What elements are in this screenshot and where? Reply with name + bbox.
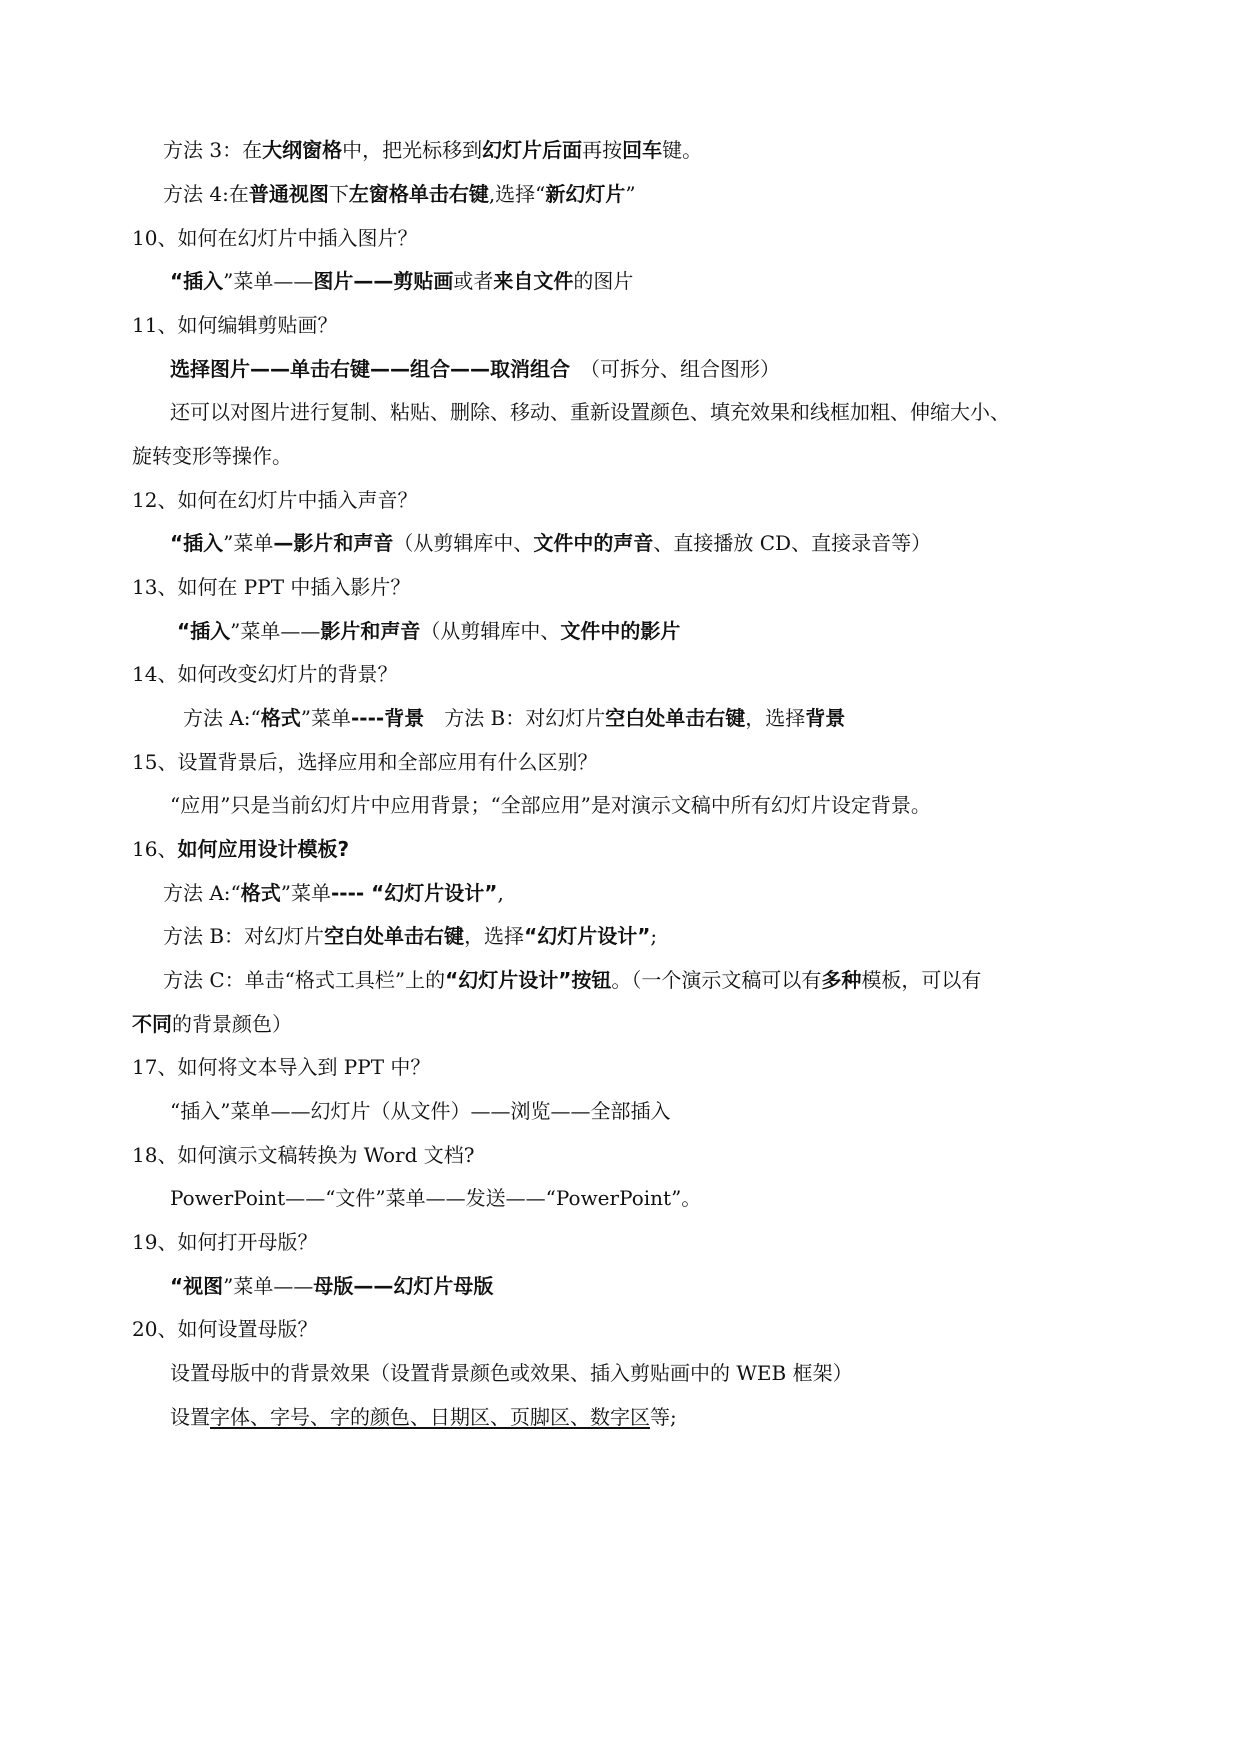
text-segment: 键。 [662, 138, 703, 162]
text-segment: 10、如何在幻灯片中插入图片？ [132, 226, 418, 250]
text-line [170, 1272, 493, 1300]
text-line [132, 1228, 317, 1256]
text-segment: 下 [328, 182, 349, 206]
bold-text-segment: 影片和声音 [320, 619, 421, 643]
text-segment: “应用”只是当前幻灯片中应用背景；“全部应用”是对演示文稿中所有幻灯片设定背景。 [170, 793, 931, 817]
text-segment: ; [650, 924, 658, 948]
text-segment: 。（一个演示文稿可以有 [611, 968, 822, 992]
bold-text-segment: 文件中的声音 [533, 531, 654, 555]
bold-text-segment: “幻灯片设计” [524, 924, 651, 948]
text-segment: 方法 B：对幻灯片 [163, 924, 325, 948]
text-segment: 15、设置背景后，选择应用和全部应用有什么区别？ [132, 750, 598, 774]
text-line [170, 398, 1010, 426]
underlined-text-segment: 字体、字号、字的颜色、日期区、页脚区、数字区 [210, 1405, 650, 1429]
text-line [170, 355, 780, 383]
text-segment: 13、如何在 PPT 中插入影片？ [132, 575, 411, 599]
bold-text-segment: 空白处单击右键 [605, 706, 746, 730]
text-line [132, 1010, 292, 1038]
text-line [163, 922, 657, 950]
bold-text-segment: 不同 [132, 1012, 172, 1036]
text-line [183, 704, 845, 732]
bold-text-segment: 左窗格单击右键 [348, 182, 489, 206]
text-line [132, 748, 597, 776]
text-segment: ”菜单 [280, 881, 331, 905]
text-segment: 20、如何设置母版？ [132, 1317, 318, 1341]
text-segment: 的图片 [573, 269, 634, 293]
text-segment: ,选择“ [488, 182, 546, 206]
text-segment: ，选择 [745, 706, 806, 730]
text-line [170, 529, 931, 557]
text-segment: 设置 [170, 1405, 210, 1429]
text-segment: ”菜单—— [223, 1274, 314, 1298]
bold-text-segment: 回车 [622, 138, 663, 162]
text-segment: 11、如何编辑剪贴画？ [132, 313, 338, 337]
text-segment: 等; [650, 1405, 677, 1429]
text-line [170, 1097, 670, 1125]
bold-text-segment: “插入 [170, 531, 224, 555]
text-segment: 14、如何改变幻灯片的背景？ [132, 662, 398, 686]
text-segment: 再按 [582, 138, 623, 162]
text-line [163, 879, 504, 907]
text-line [163, 966, 981, 994]
text-segment: 中，把光标移到 [342, 138, 483, 162]
text-segment: 方法 A:“ [163, 881, 241, 905]
text-segment: ，选择 [464, 924, 525, 948]
text-line [132, 660, 397, 688]
text-segment: “插入”菜单——幻灯片（从文件）——浏览——全部插入 [170, 1099, 671, 1123]
text-line [132, 486, 417, 514]
text-line [132, 835, 349, 863]
text-segment: 17、如何将文本导入到 PPT 中？ [132, 1055, 431, 1079]
bold-text-segment: “插入 [170, 269, 224, 293]
bold-text-segment: 选择图片——单击右键——组合——取消组合 [170, 357, 570, 381]
bold-text-segment: 格式 [240, 881, 281, 905]
text-line [177, 617, 680, 645]
text-line [132, 573, 410, 601]
bold-text-segment: —影片和声音 [273, 531, 394, 555]
bold-text-segment: ---- “幻灯片设计” [331, 881, 498, 905]
bold-text-segment: 大纲窗格 [262, 138, 343, 162]
text-line [170, 1403, 677, 1431]
text-segment: , [497, 881, 504, 905]
text-segment: 旋转变形等操作。 [132, 444, 292, 468]
text-segment: 12、如何在幻灯片中插入声音？ [132, 488, 418, 512]
text-segment: 、直接播放 CD、直接录音等） [653, 531, 932, 555]
text-segment: 方法 C：单击“格式工具栏”上的 [163, 968, 446, 992]
bold-text-segment: 母版——幻灯片母版 [313, 1274, 494, 1298]
text-segment: 或者 [453, 269, 494, 293]
text-segment: ”菜单 [223, 531, 274, 555]
bold-text-segment: 普通视图 [248, 182, 329, 206]
text-line [170, 1184, 701, 1212]
text-segment: 19、如何打开母版？ [132, 1230, 318, 1254]
text-line [132, 1053, 430, 1081]
text-segment: ”菜单 [300, 706, 351, 730]
bold-text-segment: “插入 [177, 619, 231, 643]
bold-text-segment: 空白处单击右键 [324, 924, 465, 948]
text-segment: PowerPoint——“文件”菜单——发送——“PowerPoint”。 [170, 1186, 702, 1210]
text-line [132, 311, 337, 339]
text-segment: ” [625, 182, 636, 206]
text-segment: ”菜单—— [230, 619, 321, 643]
text-line [170, 791, 931, 819]
text-line [132, 1315, 317, 1343]
bold-text-segment: “幻灯片设计”按钮 [445, 968, 612, 992]
text-segment: 模板，可以有 [861, 968, 982, 992]
text-segment: （可拆分、组合图形） [570, 357, 780, 381]
bold-text-segment: 幻灯片后面 [482, 138, 583, 162]
text-segment: （从剪辑库中、 [393, 531, 534, 555]
text-line [132, 442, 292, 470]
text-segment: 的背景颜色） [172, 1012, 292, 1036]
text-line [163, 180, 636, 208]
text-segment: 方法 4:在 [163, 182, 249, 206]
bold-text-segment: 多种 [821, 968, 862, 992]
text-line [170, 1359, 853, 1387]
bold-text-segment: 如何应用设计模板? [177, 837, 350, 861]
bold-text-segment: ----背景 [351, 706, 425, 730]
text-line [170, 267, 633, 295]
bold-text-segment: 新幻灯片 [545, 182, 626, 206]
text-segment: 16、 [132, 837, 178, 861]
bold-text-segment: 文件中的影片 [560, 619, 681, 643]
text-segment: ”菜单—— [223, 269, 314, 293]
text-line [163, 136, 702, 164]
bold-text-segment: 来自文件 [493, 269, 574, 293]
bold-text-segment: 图片——剪贴画 [313, 269, 454, 293]
text-line [132, 1141, 475, 1169]
text-segment: 方法 3：在 [163, 138, 263, 162]
text-segment: （从剪辑库中、 [420, 619, 561, 643]
bold-text-segment: 格式 [260, 706, 301, 730]
text-segment: 方法 B：对幻灯片 [424, 706, 606, 730]
text-segment: 还可以对图片进行复制、粘贴、删除、移动、重新设置颜色、填充效果和线框加粗、伸缩大小、 [170, 400, 1010, 424]
text-segment: 方法 A:“ [183, 706, 261, 730]
text-segment: 设置母版中的背景效果（设置背景颜色或效果、插入剪贴画中的 WEB 框架） [170, 1361, 853, 1385]
text-segment: 18、如何演示文稿转换为 Word 文档? [132, 1143, 475, 1167]
bold-text-segment: 背景 [805, 706, 846, 730]
bold-text-segment: “视图 [170, 1274, 224, 1298]
text-line [132, 224, 417, 252]
